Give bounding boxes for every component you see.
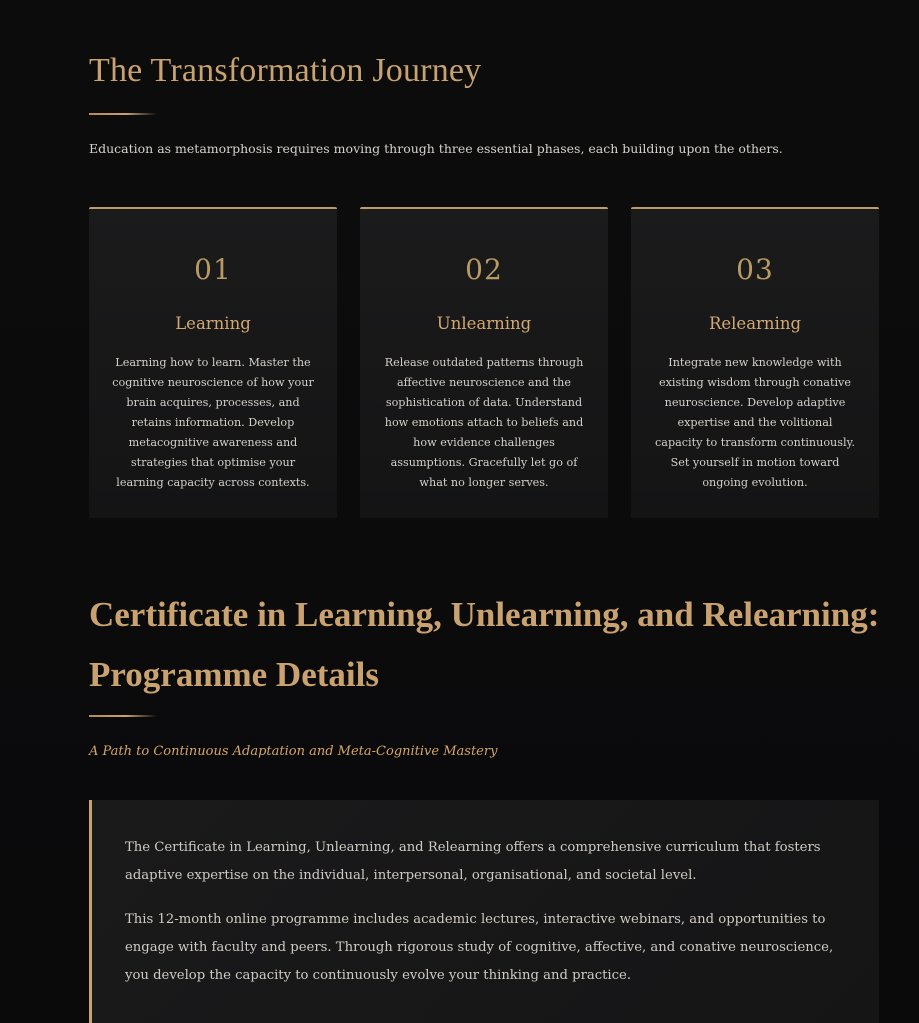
phase-number: 02 <box>465 253 503 286</box>
phase-description: Learning how to learn. Master the cognitive neuroscience of how your brain acquires, processes, and retains information. Develop metacognitive awareness and strategies that optimise your learning capacity across contexts. <box>112 356 314 489</box>
phase-title: Relearning <box>708 314 802 333</box>
programme-paragraph: This 12-month online programme includes academic lectures, interactive webinars, and opportunities to engage with faculty and peers. Through rigorous study of cognitive, affective, and conative neuroscience, you develop the capacity to continuously evolve your thinking and practice. <box>125 912 834 983</box>
journey-intro: Education as metamorphosis requires moving through three essential phases, each building upon the others. <box>89 141 783 156</box>
programme-title: Certificate in Learning, Unlearning, and Relearning: Programme Details <box>89 595 880 694</box>
programme-paragraph: The Certificate in Learning, Unlearning, and Relearning offers a comprehensive curriculum that fosters adaptive expertise on the individual, interpersonal, organisational, and societal level. <box>125 840 821 883</box>
title-divider <box>89 715 157 717</box>
programme-subtitle: A Path to Continuous Adaptation and Meta-Cognitive Mastery <box>89 744 498 759</box>
phase-card-relearning <box>631 207 879 518</box>
phase-number: 01 <box>194 253 232 286</box>
phase-number: 03 <box>736 253 774 286</box>
phase-title: Unlearning <box>436 314 532 333</box>
phase-title: Learning <box>175 314 251 333</box>
phase-card-unlearning <box>360 207 608 518</box>
phase-description: Integrate new knowledge with existing wisdom through conative neuroscience. Develop adaptive expertise and the volitional capacity to transform continuously. Set yourself in motion toward ongoing evolution. <box>655 356 855 489</box>
phase-description: Release outdated patterns through affective neuroscience and the sophistication of data. Understand how emotions attach to beliefs and how evidence challenges assumptions. Gracefully let go of what no longer serves. <box>384 356 584 489</box>
journey-title: The Transformation Journey <box>89 52 482 89</box>
programme-details-box <box>89 800 879 1023</box>
phase-cards <box>89 207 879 519</box>
phase-card-learning <box>89 207 337 518</box>
title-divider <box>89 113 157 115</box>
